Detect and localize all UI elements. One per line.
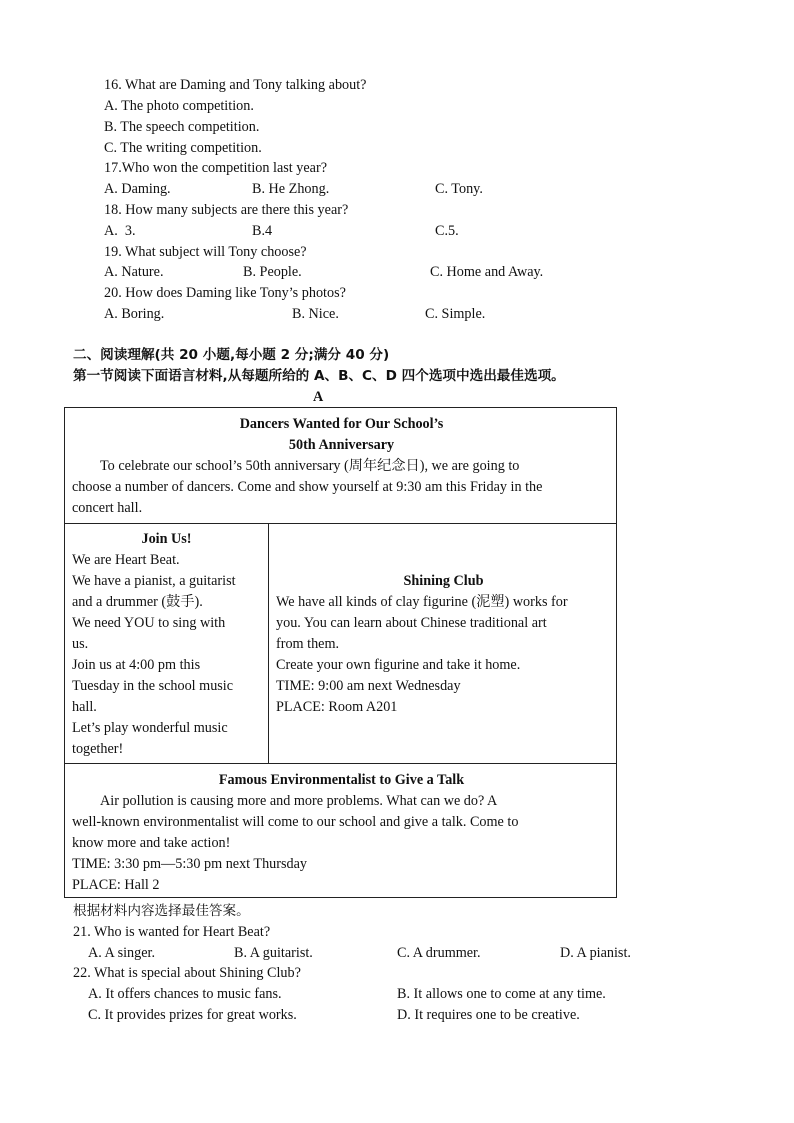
q18-option-c: C.5. [435, 223, 459, 239]
q16-option-a: A. The photo competition. [104, 98, 254, 114]
q16-option-c: C. The writing competition. [104, 140, 262, 156]
q16-option-b: B. The speech competition. [104, 119, 260, 135]
join-line: together! [72, 741, 124, 757]
q20-option-b: B. Nice. [292, 306, 339, 322]
divider-top [65, 523, 616, 524]
q20-option-c: C. Simple. [425, 306, 486, 322]
q21-option-c: C. A drummer. [397, 945, 481, 961]
q19-option-c: C. Home and Away. [430, 264, 544, 280]
q21-option-d: D. A pianist. [560, 945, 631, 961]
shining-line: you. You can learn about Chinese traditional art [276, 615, 547, 631]
section-heading: 二、阅读理解(共 20 小题,每小题 2 分;满分 40 分) [73, 347, 390, 363]
join-line: and a drummer (鼓手). [72, 594, 203, 610]
q20-question: 20. How does Daming like Tony’s photos? [104, 285, 346, 301]
talk-body-line3: know more and take action! [72, 835, 231, 851]
join-line: We have a pianist, a guitarist [72, 573, 236, 589]
section-instruction: 第一节阅读下面语言材料,从每题所给的 A、B、C、D 四个选项中选出最佳选项。 [73, 368, 565, 384]
q19-option-b: B. People. [243, 264, 302, 280]
talk-body-line1: Air pollution is causing more and more problems. What can we do? A [100, 793, 498, 809]
q17-option-a: A. Daming. [104, 181, 171, 197]
dancers-title-line1: Dancers Wanted for Our School’s [239, 416, 444, 432]
q20-option-a: A. Boring. [104, 306, 165, 322]
dancers-body-line3: concert hall. [72, 500, 143, 516]
q19-question: 19. What subject will Tony choose? [104, 244, 307, 260]
dancers-body-line2: choose a number of dancers. Come and show yourself at 9:30 am this Friday in the [72, 479, 543, 495]
dancers-body-line1: To celebrate our school’s 50th anniversary (周年纪念日), we are going to [100, 458, 520, 474]
shining-title: Shining Club [403, 573, 484, 589]
divider-bottom [65, 763, 616, 764]
q21-question: 21. Who is wanted for Heart Beat? [73, 924, 271, 940]
q18-question: 18. How many subjects are there this year? [104, 202, 349, 218]
q22-question: 22. What is special about Shining Club? [73, 965, 301, 981]
q22-option-a: A. It offers chances to music fans. [88, 986, 282, 1002]
talk-title: Famous Environmentalist to Give a Talk [218, 772, 465, 788]
join-line: We are Heart Beat. [72, 552, 180, 568]
join-line: hall. [72, 699, 97, 715]
shining-line: Create your own figurine and take it home. [276, 657, 521, 673]
talk-place: PLACE: Hall 2 [72, 877, 160, 893]
join-title: Join Us! [141, 531, 192, 547]
join-line: Tuesday in the school music [72, 678, 234, 694]
divider-middle [268, 523, 269, 763]
join-line: us. [72, 636, 89, 652]
shining-line: PLACE: Room A201 [276, 699, 398, 715]
q16-question: 16. What are Daming and Tony talking about? [104, 77, 367, 93]
q21-option-b: B. A guitarist. [234, 945, 313, 961]
q18-option-a: A. 3. [104, 223, 136, 239]
join-line: We need YOU to sing with [72, 615, 226, 631]
talk-body-line2: well-known environmentalist will come to our school and give a talk. Come to [72, 814, 519, 830]
q21-option-a: A. A singer. [88, 945, 156, 961]
shining-line: We have all kinds of clay figurine (泥塑) works for [276, 594, 568, 610]
shining-line: TIME: 9:00 am next Wednesday [276, 678, 461, 694]
q19-option-a: A. Nature. [104, 264, 164, 280]
talk-time: TIME: 3:30 pm—5:30 pm next Thursday [72, 856, 307, 872]
reading-intro: 根据材料内容选择最佳答案。 [73, 903, 250, 919]
passage-label: A [313, 389, 324, 405]
q22-option-b: B. It allows one to come at any time. [397, 986, 606, 1002]
join-line: Join us at 4:00 pm this [72, 657, 201, 673]
shining-line: from them. [276, 636, 340, 652]
q22-option-d: D. It requires one to be creative. [397, 1007, 580, 1023]
q17-option-c: C. Tony. [435, 181, 483, 197]
q17-option-b: B. He Zhong. [252, 181, 330, 197]
dancers-title-line2: 50th Anniversary [288, 437, 395, 453]
q17-question: 17.Who won the competition last year? [104, 160, 327, 176]
notice-board [64, 407, 617, 898]
q18-option-b: B.4 [252, 223, 273, 239]
join-line: Let’s play wonderful music [72, 720, 228, 736]
q22-option-c: C. It provides prizes for great works. [88, 1007, 297, 1023]
